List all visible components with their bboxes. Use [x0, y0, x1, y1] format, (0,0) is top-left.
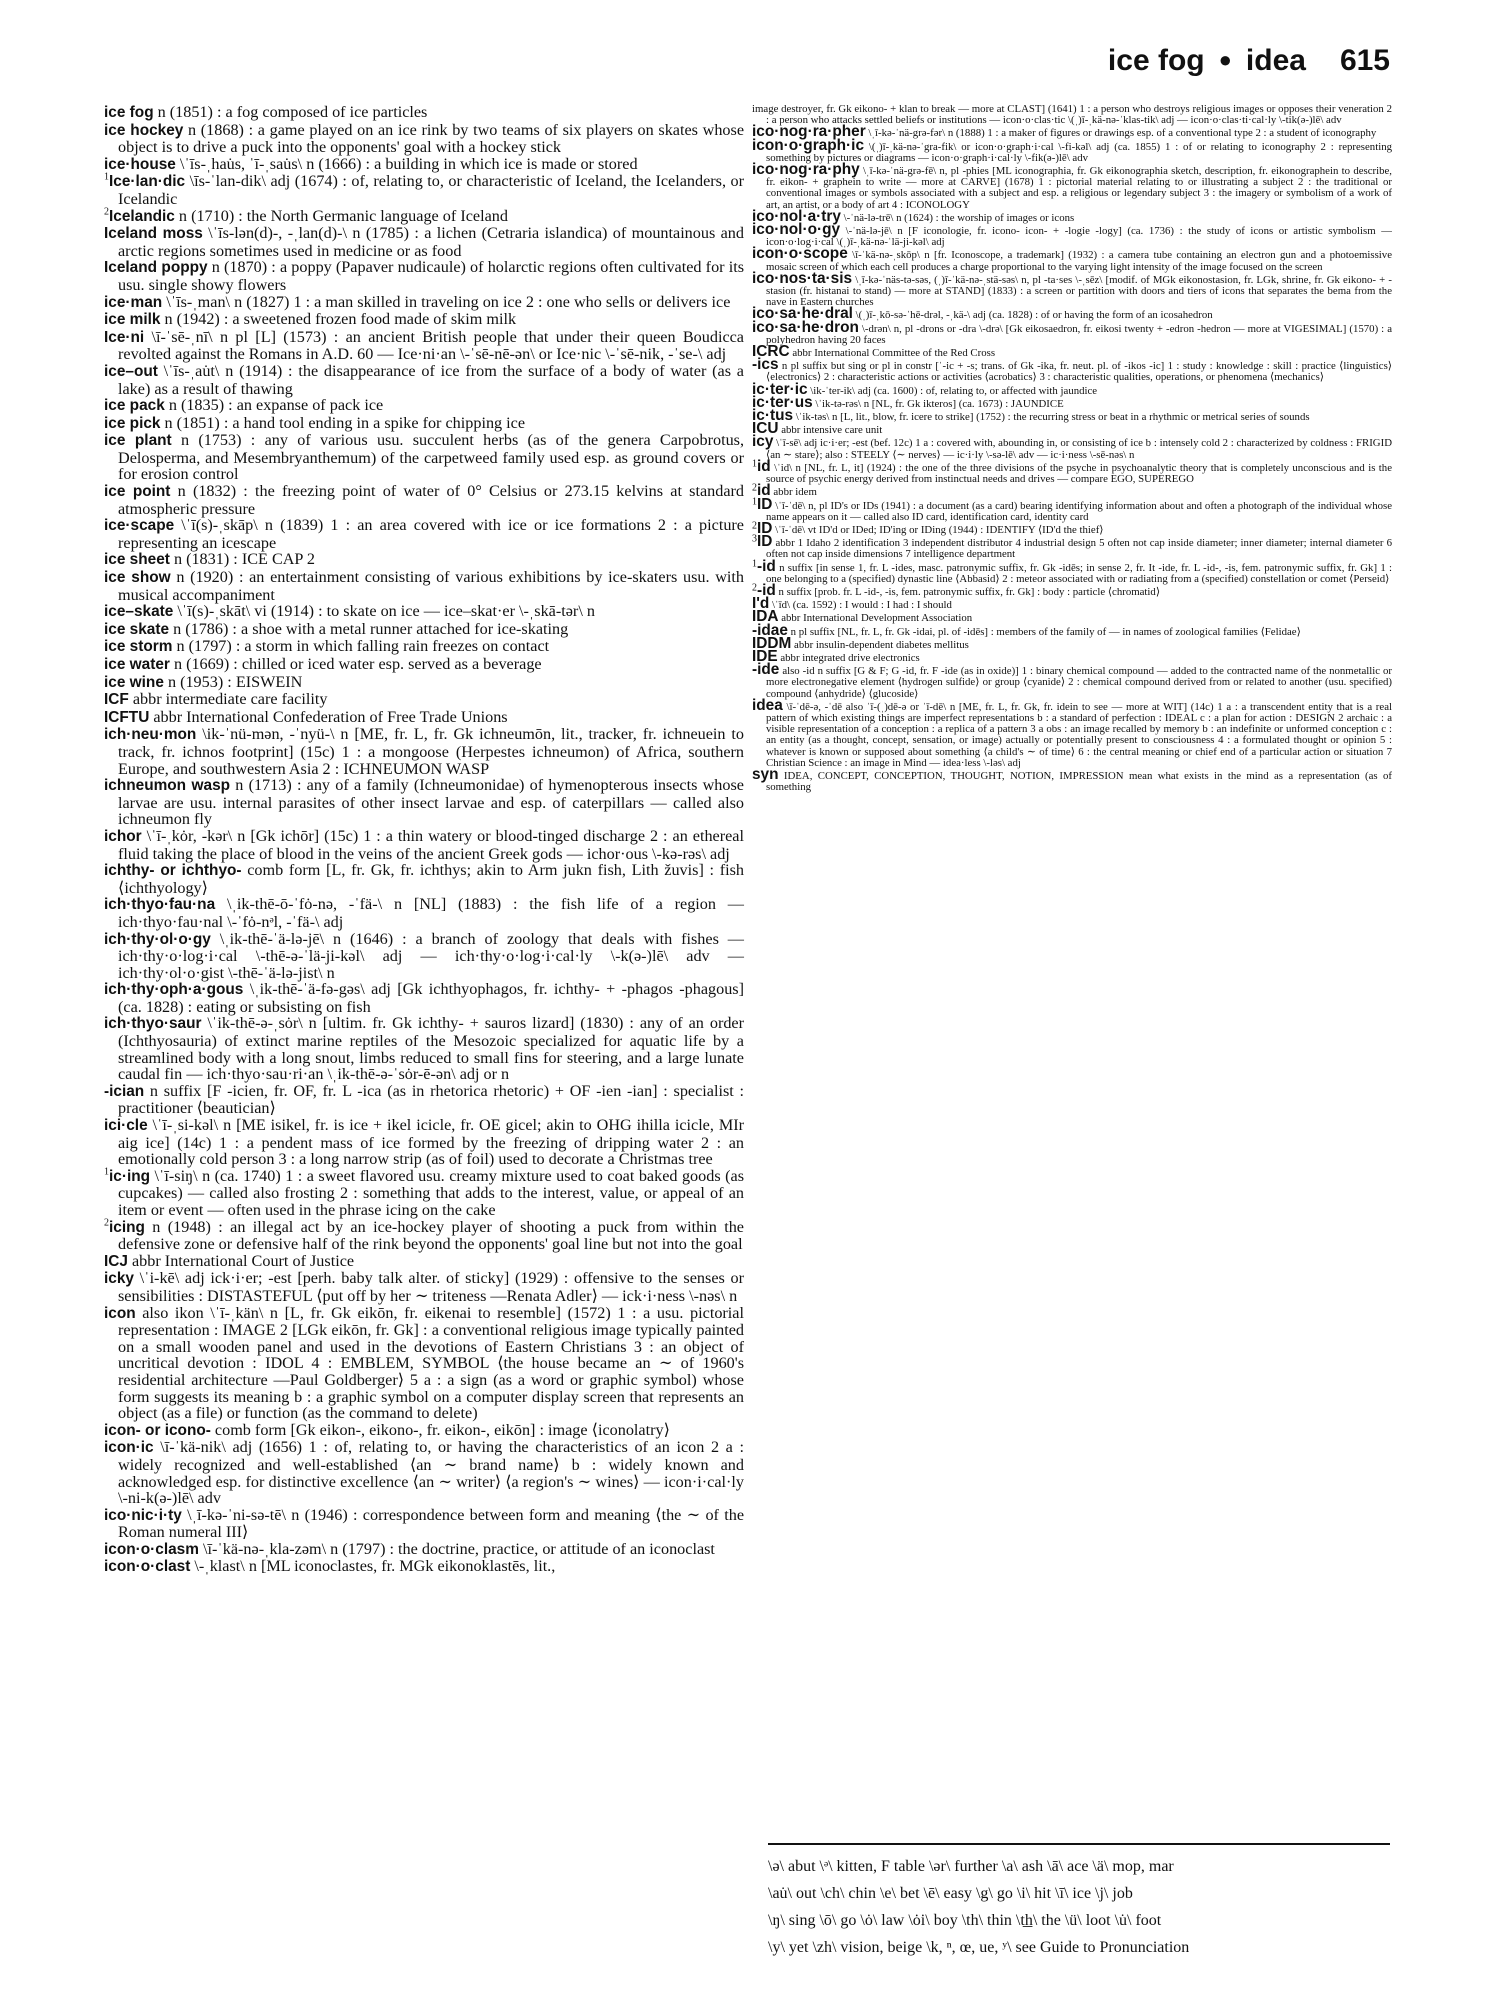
dictionary-entry	[104, 225, 744, 259]
dictionary-entry	[752, 420, 1392, 438]
definition: also -id n suffix [G & F; G -id, fr. F -ide (as in oxide)] 1 : binary chemical compound — added to the contracted name of the nonmetallic or more electronegative element ⟨hydrogen sulfide⟩ or group ⟨cyanide⟩ 2 : chemical compound derived from or related to another (usu. specified) compound ⟨anhydride⟩ ⟨glucoside⟩	[766, 665, 1392, 700]
definition: \-drən\ n, pl -drons or -dra \-drə\ [Gk eikosaedron, fr. eikosi twenty + -edron -hedron — more at VIGESIMAL] (1570) : a polyhedron having 20 faces	[766, 322, 1392, 346]
definition: \-ˌklast\ n [ML iconoclastes, fr. MGk eikonoklastēs, lit.,	[190, 1557, 556, 1576]
headword: ic·ing	[109, 1167, 151, 1185]
dictionary-entry	[104, 294, 744, 312]
definition: \ī-ˈsē-ˌnī\ n pl [L] (1573) : an ancient British people that under their queen Boudicca revolted against the Romans in A.D. 60 — Ice·ni·an \-ˈsē-nē-ən\ or Ice·nic \-ˈsē-nik, -ˈse-\ adj	[118, 327, 744, 364]
headword: -id	[757, 557, 776, 575]
homograph-number: 2	[752, 520, 757, 532]
dictionary-entry	[104, 1305, 744, 1422]
dictionary-entry	[752, 533, 1392, 561]
dictionary-entry	[752, 393, 1392, 411]
pronunciation-key	[768, 1843, 1390, 1961]
definition: abbr International Court of Justice	[127, 1251, 355, 1270]
dictionary-entry	[104, 691, 744, 709]
dictionary-entry	[104, 259, 744, 293]
definition: abbr International Development Association	[778, 612, 973, 625]
headword: ico·nol·o·gy	[752, 221, 841, 239]
headword: ICF	[104, 691, 129, 709]
dictionary-entry	[104, 1270, 744, 1304]
homograph-number: 1	[104, 171, 109, 183]
first-guide-word: ice fog	[1107, 44, 1205, 77]
headword: ico·nog·ra·phy	[752, 161, 860, 179]
page-number: 615	[1339, 44, 1390, 77]
definition: n (1786) : a shoe with a metal runner attached for ice-skating	[169, 619, 569, 638]
headword: icon·o·clast	[104, 1558, 191, 1576]
headword: -ide	[752, 661, 780, 679]
definition: abbr idem	[770, 486, 817, 499]
headword: ich·thyo·saur	[104, 1015, 202, 1033]
headword: ici·cle	[104, 1117, 148, 1135]
pronunciation-key-row: \ə\ abut \ᵊ\ kitten, F table \ər\ further \a\ ash \ā\ ace \ä\ mop, mar	[768, 1858, 1174, 1875]
dictionary-entry	[104, 1168, 744, 1219]
definition: IDEA, CONCEPT, CONCEPTION, THOUGHT, NOTION, IMPRESSION mean what exists in the mind as a representation (as of something	[766, 769, 1392, 794]
dictionary-entry	[104, 1558, 744, 1576]
dictionary-entry	[104, 656, 744, 674]
definition: \ˌī-kə-ˈni-sə-tē\ n (1946) : correspondence between form and meaning ⟨the ∼ of the Roman numeral III⟩	[118, 1505, 744, 1542]
definition: \ˈī-ˌsi-kəl\ n [ME isikel, fr. is ice + ikel icicle, fr. OE gicel; akin to OHG ihilla icicle, MIr aig ice] (14c) 1 : a pendent mass of ice formed by the freezing of dripping water 2 : an emotionally cold person 3 : a long narrow strip (as of foil) used to decorate a Christmas tree	[118, 1116, 744, 1169]
definition: abbr insulin-dependent diabetes mellitus	[791, 638, 969, 651]
dictionary-entry	[104, 1422, 744, 1440]
dictionary-entry	[752, 647, 1392, 665]
headword: ich·thyo·fau·na	[104, 896, 216, 914]
headword: ichneumon wasp	[104, 777, 231, 795]
headword: id	[757, 482, 771, 500]
headword: ico·sa·he·dral	[752, 305, 853, 323]
bullet-separator: ●	[1218, 47, 1232, 72]
headword: I'd	[752, 595, 770, 613]
homograph-number: 1	[752, 557, 757, 569]
headword: ic·ter·us	[752, 393, 813, 411]
dictionary-entry	[752, 519, 1392, 537]
dictionary-entry	[104, 621, 744, 639]
dictionary-entry	[752, 207, 1392, 225]
definition: \ik-ˈter-ik\ adj (ca. 1600) : of, relating to, or affected with jaundice	[807, 384, 1098, 397]
definition: \ˈik-thē-ə-ˌsȯr\ n [ultim. fr. Gk ichthy- + sauros lizard] (1830) : any of an order (Ichthyosauria) of extinct marine reptiles of the Mesozoic specialized for aquatic life by a streamlined body with a long snout, limbs reduced to small fins for steering, and a large lunate caudal fin — ich·thyo·sau·ri·an \ˌik-thē-ə-ˈsȯr-ē-ən\ adj or n	[118, 1014, 744, 1084]
definition: abbr intermediate care facility	[128, 690, 328, 709]
dictionary-entry	[104, 156, 744, 174]
headword: -idae	[752, 621, 788, 639]
headword: ich·thy·ol·o·gy	[104, 930, 211, 948]
definition: abbr International Confederation of Free Trade Unions	[149, 707, 508, 726]
homograph-number: 1	[752, 495, 757, 507]
definition: \ˈīs-ˌman\ n (1827) 1 : a man skilled in traveling on ice 2 : one who sells or delivers ice	[162, 292, 731, 311]
headword: icy	[752, 433, 774, 451]
pronunciation-key-row: \ŋ\ sing \ō\ go \ȯ\ law \ȯi\ boy \th\ thin \t͟h\ the \ü\ loot \u̇\ foot	[768, 1912, 1162, 1929]
headword: ic·ter·ic	[752, 380, 808, 398]
definition: \ˌī-kə-ˈnäs-tə-səs, (ˌ)ī-ˈkä-nə-ˌstä-səs\ n, pl -ta·ses \-ˌsēz\ [modif. of MGk eikonostasion, fr. LGk, shrine, fr. Gk eikono- + -stasion (fr. histanai to stand) — more at STAND] (1833) : a screen or partition with doors and tiers of icons that separates the bema from the nave in Eastern churches	[766, 273, 1392, 309]
dictionary-entry	[752, 634, 1392, 652]
definition: n (1868) : a game played on an ice rink by two teams of six players on skates whose object is to drive a puck into the opponents' goal with a hockey stick	[118, 120, 745, 157]
headword: ico·sa·he·dron	[752, 318, 859, 336]
definition: \ˌik-thē-ō-ˈfȯ-nə, -ˈfä-\ n [NL] (1883) : the fish life of a region — ich·thyo·fau·nal \-ˈfȯ-nᵊl, -ˈfä-\ adj	[118, 895, 744, 931]
dictionary-entry	[104, 1219, 744, 1253]
dictionary-entry	[104, 517, 744, 551]
dictionary-entry	[752, 581, 1392, 599]
dictionary-entry	[104, 551, 744, 569]
definition: \ˈik-təs\ n [L, lit., blow, fr. icere to strike] (1752) : the recurring stress or beat in a rhythmic or metrical series of sounds	[793, 411, 1310, 424]
definition: \(ˌ)ī-ˌkä-nə-ˈgra-fik\ or icon·o·graph·i·cal \-fi-kəl\ adj (ca. 1855) 1 : of or relating to iconography 2 : representing something by pictures or diagrams — icon·o·graph·i·cal·ly \-fik(ə-)lē\ adv	[766, 140, 1392, 164]
definition: n (1831) : ICE CAP 2	[169, 550, 315, 569]
definition: \ī-ˈkä-nə-ˌskōp\ n [fr. Iconoscope, a trademark] (1932) : a camera tube containing an electron gun and a photoemissive mosaic screen of which each cell produces a charge proportional to the varying light intensity of the image focused on the screen	[766, 249, 1392, 273]
definition: n (1851) : a fog composed of ice particles	[153, 103, 428, 121]
headword: ico·nol·a·try	[752, 207, 841, 225]
headword: ice·man	[104, 293, 163, 311]
headword: Iceland poppy	[104, 259, 208, 277]
headword: IDE	[752, 647, 778, 665]
dictionary-entry	[104, 122, 744, 156]
definition: \ˌik-thē-ˈä-lə-jē\ n (1646) : a branch of zoology that deals with fishes — ich·thy·o·log·i·cal \-thē-ə-ˈlä-ji-kəl\ adj — ich·thy·o·log·i·cal·ly \-k(ə-)lē\ adv — ich·thy·ol·o·gist \-thē-ˈä-lə-jist\ n	[118, 929, 744, 982]
dictionary-entry	[104, 208, 744, 226]
dictionary-entry	[104, 828, 744, 862]
headword: ico·nic·i·ty	[104, 1506, 182, 1524]
definition: n (1753) : any of various usu. succulent herbs (as of the genera Carpobrotus, Delosperma, and Mesembryanthemum) of the carpetweed family used esp. as ground covers or for erosion control	[118, 431, 745, 484]
dictionary-entry	[104, 1117, 744, 1168]
definition: \ˈī(s)-ˌskāt\ vi (1914) : to skate on ice — ice–skat·er \-ˌskā-tər\ n	[173, 602, 595, 621]
definition: n (1920) : an entertainment consisting of various exhibitions by ice-skaters usu. with musical accompaniment	[118, 568, 744, 604]
dictionary-entry	[104, 1015, 744, 1082]
definition: comb form [L, fr. Gk, fr. ichthys; akin to Arm jukn fish, Lith žuvis] : fish ⟨ichthyology⟩	[118, 861, 745, 897]
headword: ice milk	[104, 311, 161, 329]
headword: ice pack	[104, 397, 165, 415]
definition: \ī-ˈkä-nə-ˌkla-zəm\ n (1797) : the doctrine, practice, or attitude of an iconoclast	[198, 1539, 715, 1558]
headword: ice skate	[104, 620, 170, 638]
homograph-number: 3	[752, 533, 757, 545]
dictionary-entry	[104, 1083, 744, 1117]
dictionary-entry	[104, 397, 744, 415]
left-column	[104, 104, 744, 1576]
headword: ico·nos·ta·sis	[752, 269, 853, 287]
last-guide-word: idea	[1245, 44, 1306, 77]
dictionary-entry	[104, 1439, 744, 1506]
definition: n suffix [in sense 1, fr. L -ides, masc. patronymic suffix, fr. Gk -idēs; in sense 2, fr. It -ide, fr. L -id-, -is, fem. patronymic suffix, fr. Gk] 1 : one belonging to a (specified) dynastic line ⟨Abbasid⟩ 2 : meteor associated with or radiating from a (specified) constellation or comet ⟨Perseid⟩	[766, 561, 1392, 585]
definition: \ˈī-ˈdē\ vt ID'd or IDed; ID'ing or IDing (1944) : IDENTIFY ⟨ID'd the thief⟩	[772, 523, 1104, 536]
pronunciation-key-row: \y\ yet \zh\ vision, beige \k, ⁿ, œ, ue, ʸ\ see Guide to Pronunciation	[768, 1939, 1190, 1956]
definition: n (1835) : an expanse of pack ice	[164, 396, 384, 415]
definition: n pl suffix [NL, fr. L, fr. Gk -idai, pl. of -idēs] : members of the family of — in names of zoological families ⟨Felidae⟩	[787, 625, 1301, 638]
definition: n (1953) : EISWEIN	[163, 672, 303, 691]
definition: \īs-ˈlan-dik\ adj (1674) : of, relating to, or characteristic of Iceland, the Icelanders, or Icelandic	[118, 172, 744, 208]
dictionary-entry	[104, 1253, 744, 1271]
dictionary-entry	[752, 765, 1392, 794]
dictionary-entry	[752, 482, 1392, 500]
dictionary-entry	[752, 557, 1392, 585]
headword: ich·thy·oph·a·gous	[104, 981, 244, 999]
dictionary-entry	[752, 457, 1392, 486]
definition: n (1942) : a sweetened frozen food made of skim milk	[160, 310, 517, 329]
definition: n (1710) : the North Germanic language of Iceland	[174, 206, 508, 225]
definition: \ˈid\ n [NL, fr. L, it] (1924) : the one of the three divisions of the psyche in psychoanalytic theory that is completely unconscious and is the source of psychic energy derived from instinctual needs and drives — compare EGO, SUPEREGO	[766, 461, 1392, 486]
dictionary-entry	[752, 407, 1392, 425]
homograph-number: 2	[104, 206, 109, 218]
definition: \ˈī-ˌkȯr, -kər\ n [Gk ichōr] (15c) 1 : a thin watery or blood-tinged discharge 2 : an ethereal fluid taking the place of blood in the veins of the ancient Greek gods — ichor·ous \-kə-rəs\ adj	[118, 826, 744, 863]
definition: \-ˈnä-lə-trē\ n (1624) : the worship of images or icons	[840, 211, 1075, 224]
dictionary-entry	[752, 356, 1392, 384]
headword: icon·o·graph·ic	[752, 136, 865, 154]
headword: ID	[757, 519, 773, 537]
headword: ice sheet	[104, 551, 170, 569]
dictionary-entry	[104, 432, 744, 483]
dictionary-entry	[104, 363, 744, 397]
dictionary-entry	[752, 380, 1392, 398]
definition: abbr 1 Idaho 2 identification 3 independent distributor 4 industrial design 5 often not cap inside diameter; inner diameter; internal diameter 6 often not cap inside dimensions 7 intelligence department	[766, 537, 1392, 561]
dictionary-entry	[104, 726, 744, 777]
headword: -ics	[752, 356, 779, 374]
headword: ice pick	[104, 414, 161, 432]
definition: \ˈīs-lən(d)-, -ˌlan(d)-\ n (1785) : a lichen (Cetraria islandica) of mountainous and arctic regions sometimes used in medicine or as food	[118, 224, 744, 260]
dictionary-entry	[104, 931, 744, 982]
definition: \ˌī-kə-ˈnä-grə-fē\ n, pl -phies [ML iconographia, fr. Gk eikonographia sketch, description, fr. eikonographein to describe, fr. eikon- + graphein to write — more at CARVE] (1678) 1 : pictorial material relating to or illustrating a subject 2 : the traditional or conventional images or symbols associated with a subject and esp. a religious or legendary subject 3 : the imagery or symbolism of a work of art, an artist, or a body of art 4 : ICONOLOGY	[766, 165, 1392, 211]
dictionary-entry	[752, 433, 1392, 461]
definition: comb form [Gk eikon-, eikono-, fr. eikon-, eikōn] : image ⟨iconolatry⟩	[210, 1420, 670, 1439]
definition: \ik-ˈnü-mən, -ˈnyü-\ n [ME, fr. L, fr. Gk ichneumōn, lit., tracker, fr. ichneuein to track, fr. ichnos footprint] (15c) 1 : a mongoose (Herpestes ichneumon) of Africa, southern Europe, and southwestern Asia 2 : ICHNEUMON WASP	[118, 725, 744, 778]
dictionary-entry	[104, 674, 744, 692]
headword: Ice·lan·dic	[109, 173, 186, 191]
page-header	[104, 36, 1390, 86]
headword: -ician	[104, 1082, 145, 1100]
headword: icon·o·scope	[752, 245, 848, 263]
definition: \ˈik-tə-rəs\ n [NL, fr. Gk ikteros] (ca. 1673) : JAUNDICE	[812, 397, 1064, 410]
headword: Iceland moss	[104, 225, 203, 243]
headword: Ice·ni	[104, 328, 145, 346]
dictionary-entry	[752, 318, 1392, 346]
headword: ID	[757, 495, 773, 513]
definition: n suffix [prob. fr. L -id-, -is, fem. patronymic suffix, fr. Gk] : body : particle ⟨chromatid⟩	[775, 585, 1161, 598]
headword: ice·scape	[104, 517, 175, 535]
definition: n (1713) : any of a family (Ichneumonidae) of hymenopterous insects whose larvae are usu. internal parasites of other insect larvae and esp. of caterpillars — called also ichneumon fly	[118, 776, 744, 829]
dictionary-entry	[752, 343, 1392, 361]
dictionary-entry	[752, 495, 1392, 523]
headword: ice fog	[104, 104, 154, 121]
headword: ICRC	[752, 343, 790, 361]
homograph-number: 1	[752, 458, 757, 470]
dictionary-entry	[104, 896, 744, 930]
headword: IDDM	[752, 634, 792, 652]
headword: ice hockey	[104, 121, 184, 139]
dictionary-entry	[752, 608, 1392, 626]
headword: ice storm	[104, 638, 173, 656]
homograph-number: 2	[752, 582, 757, 594]
headword: ice wine	[104, 673, 164, 691]
headword: ich·neu·mon	[104, 726, 197, 744]
dictionary-entry	[104, 777, 744, 828]
headword: icky	[104, 1270, 134, 1288]
homograph-number: 1	[104, 1166, 109, 1178]
headword: ID	[757, 533, 773, 551]
definition: \ˈīd\ (ca. 1592) : I would : I had : I should	[769, 599, 952, 612]
dictionary-entry	[104, 981, 744, 1015]
headword: icon	[104, 1304, 136, 1322]
headword: icon- or icono-	[104, 1421, 211, 1439]
right-column	[752, 104, 1392, 1844]
dictionary-entry	[752, 595, 1392, 613]
dictionary-entry	[104, 104, 744, 122]
headword: ICFTU	[104, 708, 150, 726]
headword: -id	[757, 581, 776, 599]
dictionary-entry	[104, 638, 744, 656]
definition: n pl suffix but sing or pl in constr [ˈ-ic + -s; trans. of Gk -ika, fr. neut. pl. of -ikos -ic] 1 : study : knowledge : skill : practice ⟨linguistics⟩ ⟨electronics⟩ 2 : characteristic actions or activities ⟨acrobatics⟩ 3 : characteristic qualities, operations, or phenomena ⟨mechanics⟩	[766, 360, 1392, 384]
definition: n suffix [F -icien, fr. OF, fr. L -ica (as in rhetorica rhetoric) + OF -ien -ian] : specialist : practitioner ⟨beautician⟩	[118, 1081, 744, 1118]
definition: n (1797) : a storm in which falling rain freezes on contact	[172, 637, 550, 656]
headword: ic·tus	[752, 407, 794, 425]
definition: \ˈīs-ˌhau̇s, ˈī-ˌsau̇s\ n (1666) : a building in which ice is made or stored	[175, 154, 638, 173]
headword: ice–out	[104, 362, 158, 380]
dictionary-entry	[104, 329, 744, 363]
headword: icon·ic	[104, 1439, 154, 1457]
headword: ico·nog·ra·pher	[752, 123, 866, 141]
dictionary-entry	[104, 1541, 744, 1559]
headword: ice water	[104, 656, 170, 673]
dictionary-entry	[752, 221, 1392, 249]
definition: \ˈīs-ˌau̇t\ n (1914) : the disappearance of ice from the surface of a body of water (as a lake) as a result of thawing	[118, 361, 744, 398]
definition: \ī-ˈkä-nik\ adj (1656) 1 : of, relating to, or having the characteristics of an icon 2 a : widely recognized and well-established ⟨an ∼ brand name⟩ b : widely known and acknowledged esp. for distinctive excellence ⟨an ∼ writer⟩ ⟨a region's ∼ wines⟩ — icon·i·cal·ly \-ni-k(ə-)lē\ adv	[118, 1438, 744, 1508]
headword: ichthy- or ichthyo-	[104, 862, 242, 880]
dictionary-entry	[104, 483, 744, 517]
dictionary-entry	[104, 311, 744, 329]
headword: icon·o·clasm	[104, 1540, 199, 1558]
headword: icing	[109, 1218, 145, 1236]
headword: IDA	[752, 608, 779, 626]
definition: \ˈī(s)-ˌskāp\ n (1839) 1 : an area covered with ice or ice formations 2 : a picture representing an icescape	[118, 516, 744, 552]
dictionary-entry	[752, 161, 1392, 211]
definition: \ˈi-kē\ adj ick·i·er; -est [perh. baby talk alter. of sticky] (1929) : offensive to the senses or sensibilities : DISTASTEFUL ⟨put off by her ∼ triteness —Renata Adler⟩ — ick·i·ness \-nəs\ n	[118, 1269, 744, 1305]
pronunciation-key-row: \au̇\ out \ch\ chin \e\ bet \ē\ easy \g\ go \i\ hit \ī\ ice \j\ job	[768, 1885, 1133, 1902]
definition: \ˈī-ˈdē\ n, pl ID's or IDs (1941) : a document (as a card) bearing identifying information about and often a photograph of the individual whose name appears on it — called also ID card, identification card, identity card	[766, 499, 1392, 523]
definition: \ˌik-thē-ˈä-fə-gəs\ adj [Gk ichthyophagos, fr. ichthy- + -phagos -phagous] (ca. 1828) : eating or subsisting on fish	[118, 980, 744, 1016]
definition: \ī-ˈdē-ə, -ˈdē also ˈī-(ˌ)dē-ə or ˈī-dē\ n [ME, fr. L, fr. Gk, fr. idein to see — more at WIT] (14c) 1 a : a transcendent entity that is a real pattern of which existing things are imperfect representations b : a standard of perfection : IDEAL c : a plan for action : DESIGN 2 archaic : a visible representation of a conception : a replica of a pattern 3 a obs : an image recalled by memory b : an indefinite or unformed conception c : an entity (as a thought, concept, sensation, or image) actually or potentially present to consciousness 4 : a formulated thought or opinion 5 : whatever is known or supposed about something ⟨a child's ∼ of time⟩ 6 : the central meaning or chief end of a particular action or situation 7 Christian Science : an image in Mind — idea·less \-ləs\ adj	[766, 700, 1392, 769]
definition: n (1851) : a hand tool ending in a spike for chipping ice	[160, 413, 526, 432]
definition: image destroyer, fr. Gk eikono- + klan to break — more at CLAST] (1641) 1 : a person who destroys religious images or opposes their veneration 2 : a person who attacks settled beliefs or institutions — icon·o·clas·tic \(ˌ)ī-ˌkä-nə-ˈklas-tik\ adj — icon·o·clas·ti·cal·ly \-tik(ə-)lē\ adv	[752, 104, 1392, 127]
homograph-number: 2	[752, 482, 757, 494]
definition: abbr International Committee of the Red Cross	[789, 347, 996, 360]
headword: ice point	[104, 483, 171, 501]
definition: n (1669) : chilled or iced water esp. served as a beverage	[169, 655, 542, 673]
definition: \-ˈnä-lə-jē\ n [F iconologie, fr. icono- icon- + -logie -logy] (ca. 1736) : the study of icons or artistic symbolism — icon·o·log·i·cal \(ˌ)ī-ˌkä-nə-ˈlä-ji-kəl\ adj	[766, 225, 1392, 249]
dictionary-entry	[104, 1507, 744, 1541]
dictionary-entry	[104, 173, 744, 207]
definition: n (1832) : the freezing point of water of 0° Celsius or 273.15 kelvins at standard atmospheric pressure	[118, 482, 744, 518]
definition: \ˈī-sē\ adj ic·i·er; -est (bef. 12c) 1 a : covered with, abounding in, or consisting of ice b : intensely cold 2 : characterized by coldness : FRIGID ⟨an ∼ stare⟩; also : STEELY ⟨∼ nerves⟩ — ic·i·ly \-sə-lē\ adv — ic·i·ness \-sē-nəs\ n	[766, 437, 1392, 461]
headword: ICU	[752, 420, 779, 438]
dictionary-entry	[752, 269, 1392, 309]
headword: ice–skate	[104, 603, 174, 621]
definition: n (1870) : a poppy (Papaver nudicaule) of holarctic regions often cultivated for its usu. single showy flowers	[118, 258, 744, 294]
headword: ice·house	[104, 155, 176, 173]
headword: ICJ	[104, 1252, 128, 1270]
dictionary-entry	[104, 415, 744, 433]
headword: idea	[752, 696, 783, 714]
definition: also ikon \ˈī-ˌkän\ n [L, fr. Gk eikōn, fr. eikenai to resemble] (1572) 1 : a usu. pictorial representation : IMAGE 2 [LGk eikōn, fr. Gk] : a conventional religious image typically painted on a small wooden panel and used in the devotions of Eastern Christians 3 : an object of uncritical devotion : IDOL 4 : EMBLEM, SYMBOL ⟨the house became an ∼ of 1960's residential architecture —Paul Goldberger⟩ 5 a : a sign (as a word or graphic symbol) whose form suggests its meaning b : a graphic symbol on a computer display screen that represents an object (as a file) or function (as the command to delete)	[118, 1303, 744, 1423]
dictionary-entry	[752, 696, 1392, 769]
headword: id	[757, 457, 771, 475]
headword: ice show	[104, 569, 171, 587]
definition: abbr intensive care unit	[778, 424, 883, 437]
headword: ice plant	[104, 432, 172, 450]
definition: \ˈī-siŋ\ n (ca. 1740) 1 : a sweet flavored usu. creamy mixture used to coat baked goods (as cupcakes) — called also frosting 2 : something that adds to the interest, value, or appeal of an item or event — often used in the phrase icing on the cake	[118, 1166, 744, 1219]
guide-words	[1108, 44, 1390, 78]
dictionary-entry	[104, 569, 744, 603]
dictionary-entry	[104, 709, 744, 727]
homograph-number: 2	[104, 1217, 109, 1229]
definition: n (1948) : an illegal act by an ice-hockey player of shooting a puck from within the defensive zone or defensive half of the rink beyond the opponents' goal line but not into the goal	[118, 1217, 744, 1254]
headword: syn	[752, 765, 779, 783]
headword: ichor	[104, 827, 142, 845]
dictionary-entry	[752, 621, 1392, 639]
definition: \(ˌ)ī-ˌkō-sə-ˈhē-drəl, -ˌkä-\ adj (ca. 1828) : of or having the form of an icosahedron	[852, 309, 1213, 322]
definition: abbr integrated drive electronics	[777, 651, 920, 664]
dictionary-entry	[752, 661, 1392, 700]
definition: \ˌī-kə-ˈnä-grə-fər\ n (1888) 1 : a maker of figures or drawings esp. of a conventional type 2 : a student of iconography	[865, 127, 1377, 140]
dictionary-entry	[104, 862, 744, 896]
dictionary-entry	[104, 603, 744, 621]
headword: Icelandic	[109, 207, 175, 225]
